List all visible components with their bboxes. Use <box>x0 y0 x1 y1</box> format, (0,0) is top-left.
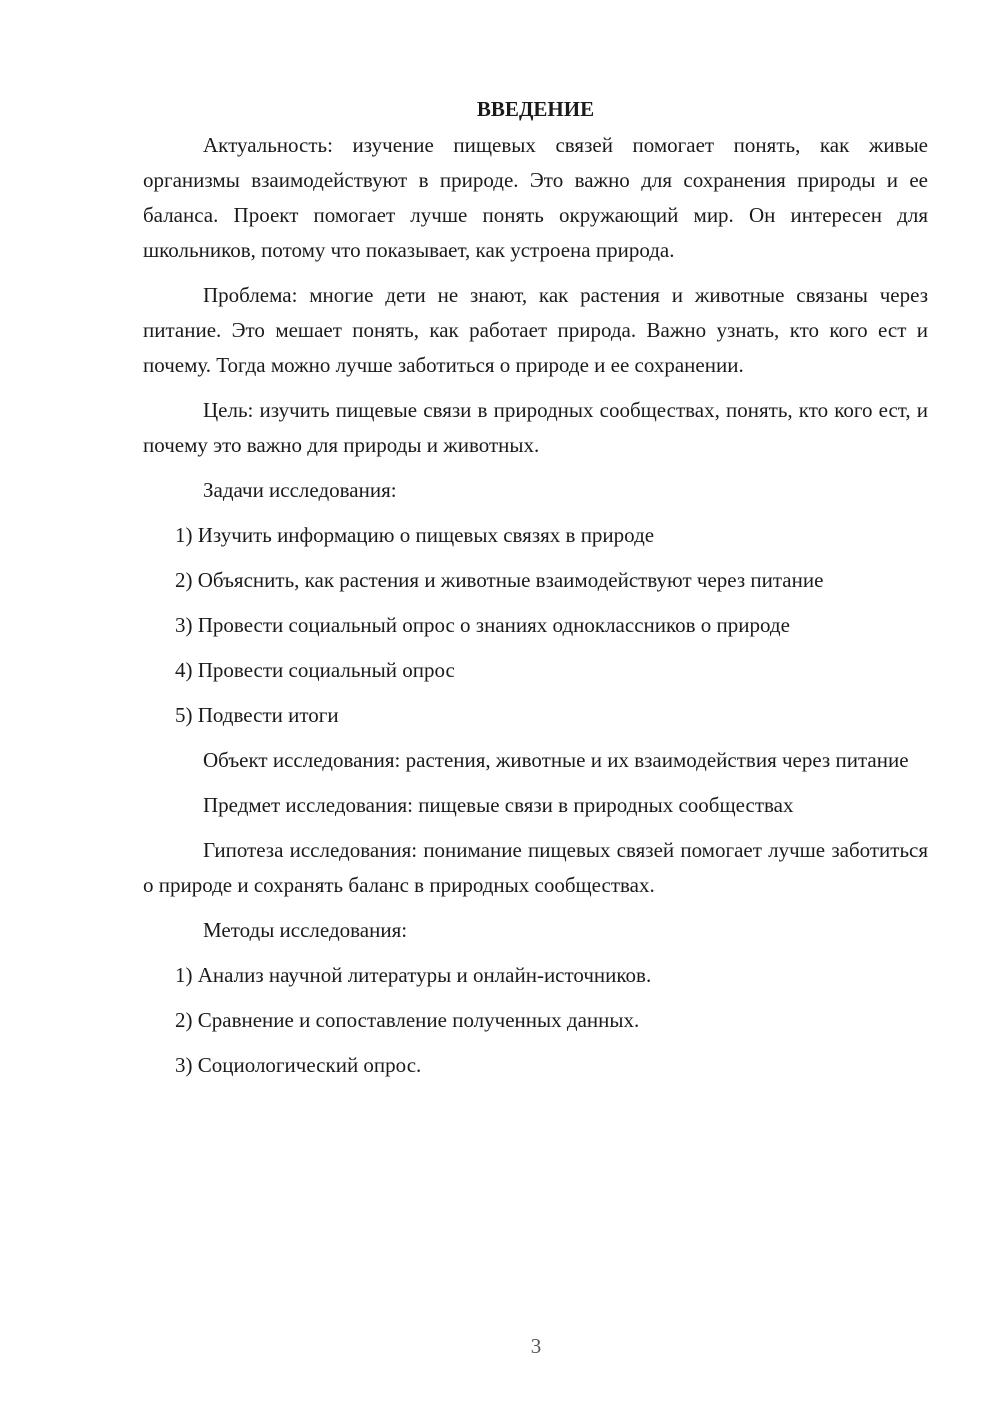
problem-paragraph: Проблема: многие дети не знают, как растения и животные связаны через питание. Это мешает понять, как работает природа. Важно узнать, кто кого ест и почему. Тогда можно лучше заботиться о природе и ее сохранении. <box>143 283 928 377</box>
task-item-3: 3) Провести социальный опрос о знаниях одноклассников о природе <box>175 613 790 637</box>
tasks-heading: Задачи исследования: <box>203 478 397 502</box>
task-item-5: 5) Подвести итоги <box>175 703 339 727</box>
page-number: 3 <box>530 1334 542 1358</box>
method-item-1: 1) Анализ научной литературы и онлайн-источников. <box>175 963 652 987</box>
method-item-2: 2) Сравнение и сопоставление полученных данных. <box>175 1008 640 1032</box>
method-item-3: 3) Социологический опрос. <box>175 1053 422 1077</box>
task-item-4: 4) Провести социальный опрос <box>175 658 455 682</box>
relevance-paragraph: Актуальность: изучение пищевых связей помогает понять, как живые организмы взаимодействуют в природе. Это важно для сохранения природы и ее баланса. Проект помогает лучше понять окружающий мир. Он интересен для школьников, потому что показывает, как устроена природа. <box>143 133 928 262</box>
subject-paragraph: Предмет исследования: пищевые связи в природных сообществах <box>203 793 794 817</box>
task-item-2: 2) Объяснить, как растения и животные взаимодействуют через питание <box>175 568 824 592</box>
object-paragraph: Объект исследования: растения, животные и их взаимодействия через питание <box>203 748 909 772</box>
hypothesis-paragraph: Гипотеза исследования: понимание пищевых связей помогает лучше заботиться о природе и сохранять баланс в природных сообществах. <box>143 838 928 897</box>
section-title: ВВЕДЕНИЕ <box>476 97 595 121</box>
methods-heading: Методы исследования: <box>203 918 408 942</box>
task-item-1: 1) Изучить информацию о пищевых связях в природе <box>175 523 655 547</box>
goal-paragraph: Цель: изучить пищевые связи в природных сообществах, понять, кто кого ест, и почему это важно для природы и животных. <box>143 398 928 457</box>
document-page <box>143 92 928 1093</box>
